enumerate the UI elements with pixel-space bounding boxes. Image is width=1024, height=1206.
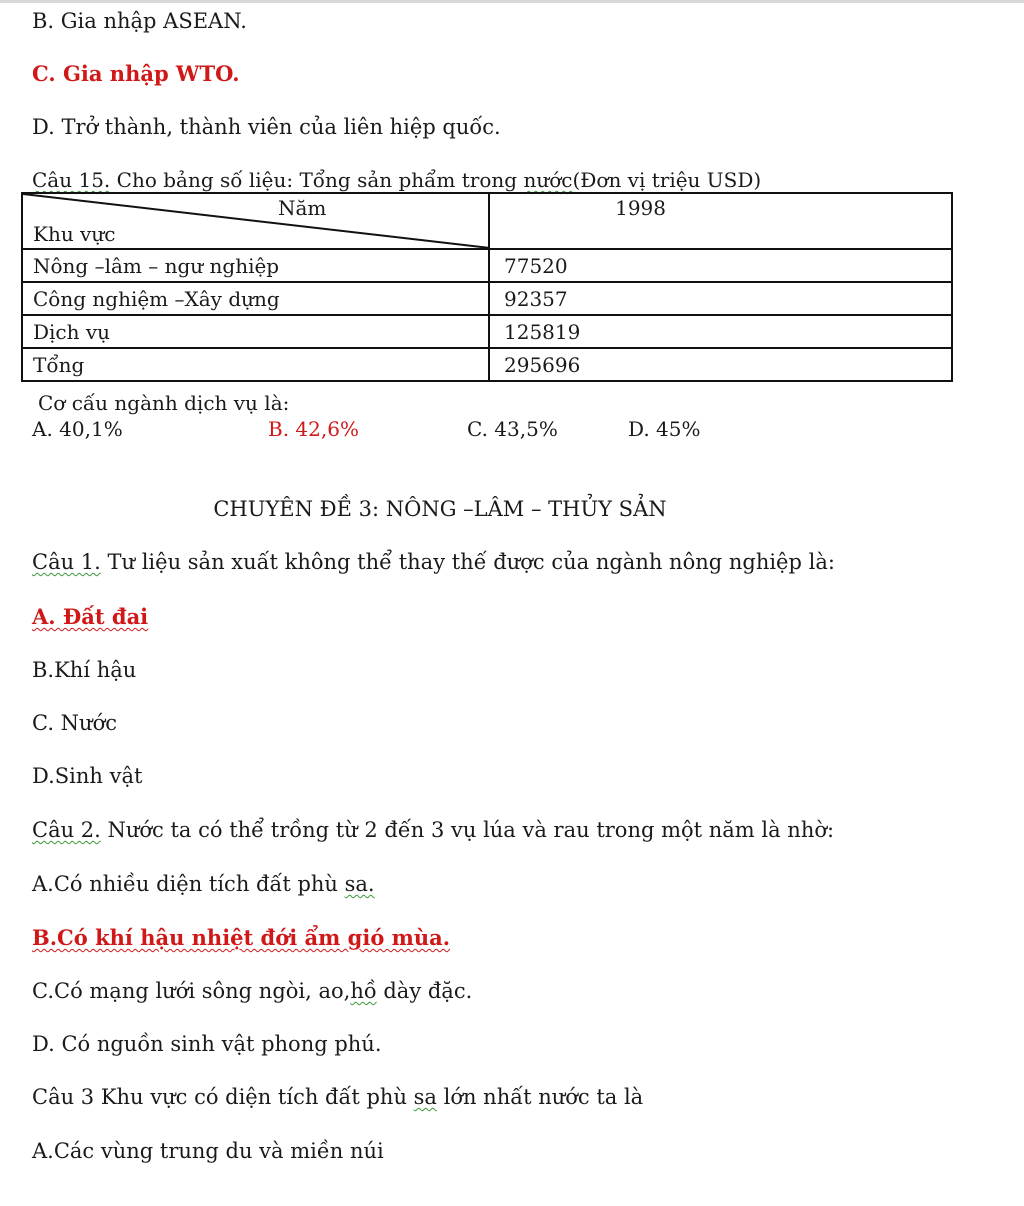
q14-option-b: B. Gia nhập ASEAN. bbox=[32, 9, 247, 33]
table-cell-region: Nông –lâm – ngư nghiệp bbox=[22, 249, 489, 282]
q1-option-d: D.Sinh vật bbox=[32, 764, 143, 788]
q15-option-a: A. 40,1% bbox=[32, 417, 123, 441]
q15-question: Cơ cấu ngành dịch vụ là: bbox=[38, 391, 290, 415]
q1-option-c: C. Nước bbox=[32, 711, 117, 735]
q15-prompt bbox=[32, 167, 761, 193]
q2-option-c-tail: dày đặc. bbox=[376, 979, 473, 1003]
q2-option-b-text: B.Có khí hậu nhiệt đới ẩm gió mùa. bbox=[32, 925, 451, 950]
q14-option-d: D. Trở thành, thành viên của liên hiệp quốc. bbox=[32, 115, 501, 139]
q2-option-d: D. Có nguồn sinh vật phong phú. bbox=[32, 1032, 382, 1056]
q2-option-c-text: C.Có mạng lưới sông ngòi, ao, bbox=[32, 979, 351, 1003]
table-header-row bbox=[22, 193, 952, 249]
table-cell-value: 77520 bbox=[489, 249, 952, 282]
q2-option-c bbox=[32, 978, 472, 1004]
q2-option-a-text: A.Có nhiều diện tích đất phù bbox=[32, 872, 345, 896]
q15-prompt-word: nước bbox=[523, 168, 573, 192]
header-year-cell bbox=[489, 193, 952, 249]
table-row bbox=[22, 282, 952, 315]
q2-option-b-correct bbox=[32, 925, 450, 951]
q2-prompt bbox=[32, 817, 834, 843]
q3-option-a: A.Các vùng trung du và miền núi bbox=[32, 1139, 384, 1163]
table-cell-value: 295696 bbox=[489, 348, 952, 381]
q2-option-c-word: hồ bbox=[350, 979, 377, 1003]
table-cell-region: Tổng bbox=[22, 348, 489, 381]
page-top-border bbox=[0, 0, 1024, 3]
table-cell-region: Công nghiệm –Xây dựng bbox=[22, 282, 489, 315]
table-row bbox=[22, 249, 952, 282]
header-year-label: Năm bbox=[278, 196, 327, 220]
q2-option-a bbox=[32, 871, 375, 897]
q15-answer-row bbox=[32, 416, 752, 444]
q1-option-a-text: A. Đất đai bbox=[32, 604, 149, 629]
q2-label: Câu 2. bbox=[32, 818, 101, 842]
q3-prompt bbox=[32, 1084, 643, 1110]
q1-option-b: B.Khí hậu bbox=[32, 658, 137, 682]
q1-option-a-correct bbox=[32, 604, 148, 630]
table-header-diagonal-cell bbox=[22, 193, 489, 249]
q2-prompt-text: Nước ta có thể trồng từ 2 đến 3 vụ lúa và rau trong một năm là nhờ: bbox=[100, 818, 835, 842]
q15-label: Câu 15. bbox=[32, 168, 111, 192]
table-cell-region: Dịch vụ bbox=[22, 315, 489, 348]
table-cell-value: 125819 bbox=[489, 315, 952, 348]
q3-prompt-text: Câu 3 Khu vực có diện tích đất phù bbox=[32, 1085, 414, 1109]
gdp-table bbox=[21, 192, 953, 382]
q1-label: Câu 1. bbox=[32, 550, 101, 574]
table-row bbox=[22, 315, 952, 348]
q1-prompt-text: Tư liệu sản xuất không thể thay thế được của ngành nông nghiệp là: bbox=[100, 550, 835, 574]
q15-option-b-correct: B. 42,6% bbox=[268, 417, 359, 441]
table-row bbox=[22, 348, 952, 381]
table-cell-value: 92357 bbox=[489, 282, 952, 315]
q15-prompt-text: Cho bảng số liệu: Tổng sản phẩm trong bbox=[110, 168, 524, 192]
header-year-value: 1998 bbox=[615, 196, 666, 220]
q14-option-c-correct: C. Gia nhập WTO. bbox=[32, 61, 240, 86]
q3-prompt-tail: lớn nhất nước ta là bbox=[436, 1085, 644, 1109]
q3-prompt-word: sa bbox=[413, 1085, 437, 1109]
q1-prompt bbox=[32, 549, 835, 575]
q15-option-d: D. 45% bbox=[628, 417, 701, 441]
q2-option-a-word: sa. bbox=[344, 872, 375, 896]
header-region-label: Khu vực bbox=[33, 222, 116, 246]
q15-prompt-unit: (Đơn vị triệu USD) bbox=[572, 168, 762, 192]
q15-option-c: C. 43,5% bbox=[467, 417, 558, 441]
section-heading: CHUYÊN ĐỀ 3: NÔNG –LÂM – THỦY SẢN bbox=[213, 497, 667, 521]
